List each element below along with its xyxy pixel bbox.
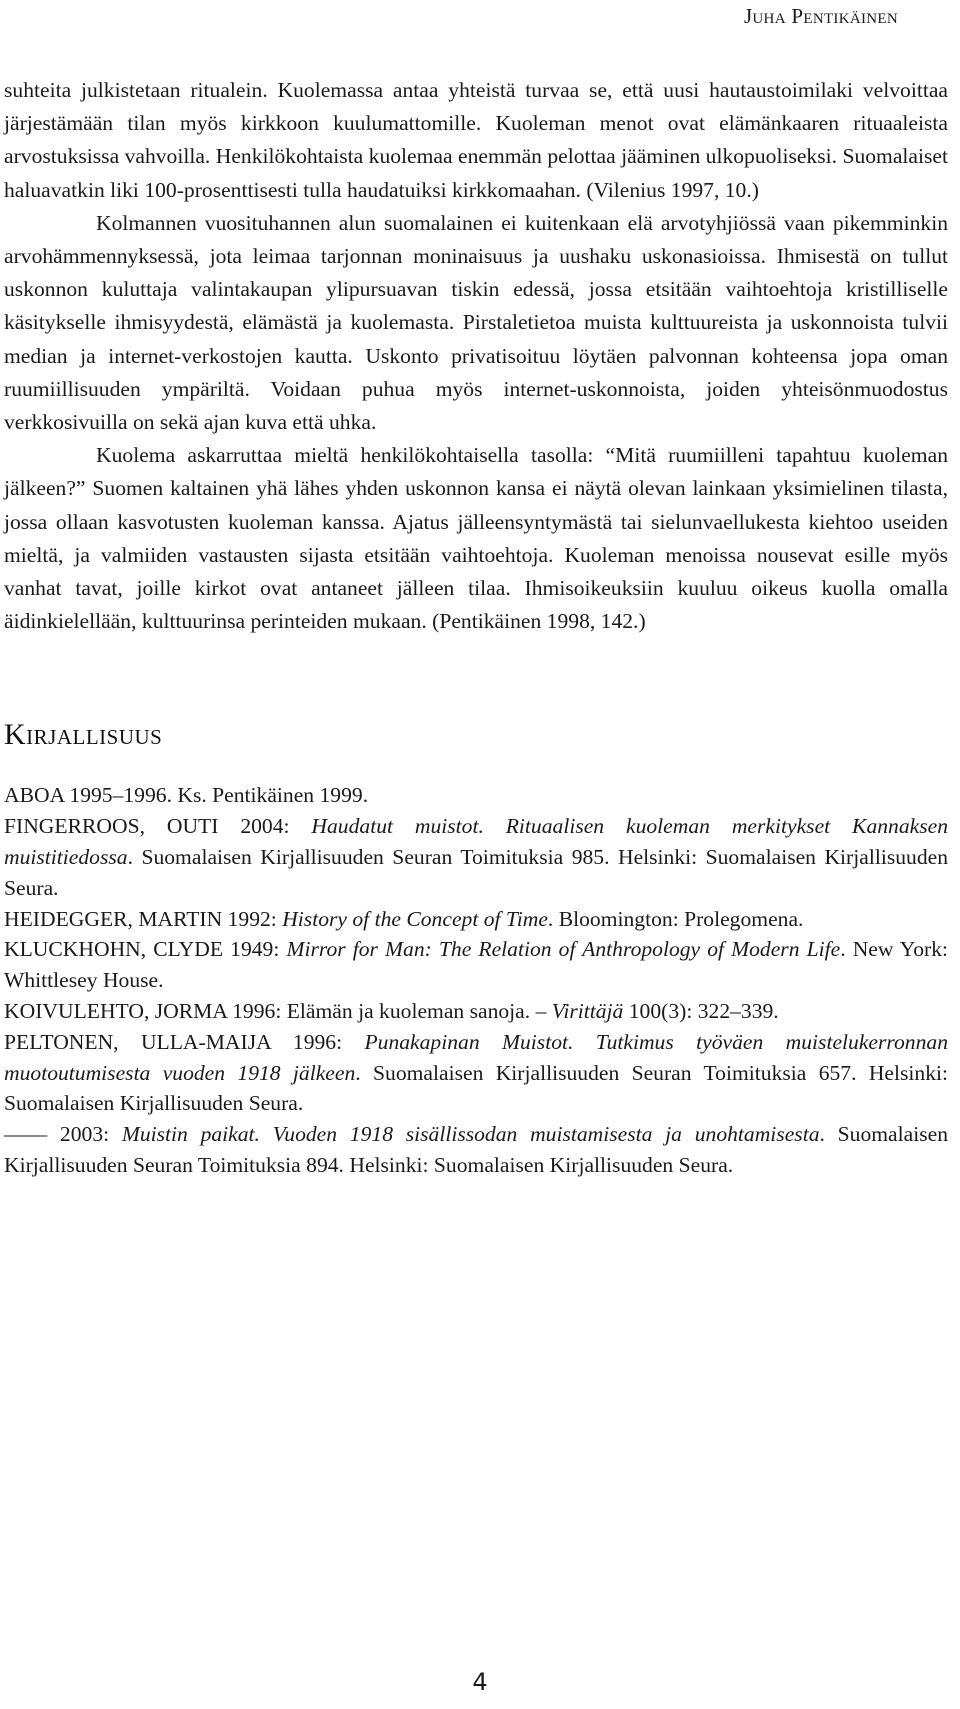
- paragraph: Kolmannen vuosituhannen alun suomalainen ei kuitenkaan elä arvotyhjiössä vaan pikemminkin arvohämmennyksessä, jota leimaa tarjonnan moninaisuus ja uushaku uskonasioissa. Ihmisestä on tullut uskonnon kuluttaja valintakaupan ylipursuavan tiskin edessä, jossa etsitään vaihtoehtoja kristilliselle käsitykselle ihmisyydestä, elämästä ja kuolemasta. Pirstaletietoa muista kulttuureista ja uskonnoista tulvii median ja internet-verkostojen kautta. Uskonto privatisoituu löytäen palvonnan kohteensa jopa oman ruumiillisuuden ympäriltä. Voidaan puhua myös internet-uskonnoista, joiden yhteisönmuodostus verkkosivuilla on sekä ajan kuva että uhka.: [4, 210, 948, 435]
- reference-entry: HEIDEGGER, MARTIN 1992: History of the Concept of Time. Bloomington: Prolegomena.: [4, 906, 804, 931]
- reference-title: Haudatut muistot. Rituaalisen kuoleman merkitykset Kannaksen muistitiedossa: [4, 814, 948, 870]
- reference-title: History of the Concept of Time: [282, 906, 548, 931]
- reference-list: [4, 780, 948, 1180]
- reference-entry: KOIVULEHTO, JORMA 1996: Elämän ja kuoleman sanoja. – Virittäjä 100(3): 322–339.: [4, 999, 779, 1024]
- author-name: Juha Pentikäinen: [743, 4, 898, 28]
- paragraph: Kuolema askarruttaa mieltä henkilökohtaisella tasolla: “Mitä ruumiilleni tapahtuu kuoleman jälkeen?” Suomen kaltainen yhä lähes yhden uskonnon kansa ei näytä olevan lainkaan yksimielinen tilasta, jossa ollaan kasvotusten kuoleman kanssa. Ajatus jälleensyntymästä tai sielunvaellukesta kiehtoo useiden mieltä, ja valmiiden vastausten sijasta etsitään vaihtoehtoja. Kuoleman menoissa nousevat esille myös vanhat tavat, joille kirkot ovat antaneet jälleen tilaa. Ihmisoikeuksiin kuuluu oikeus kuolla omalla äidinkielellään, kulttuurinsa perinteiden mukaan. (Pentikäinen 1998, 142.): [4, 443, 948, 634]
- reference-entry: —— 2003: Muistin paikat. Vuoden 1918 sisällissodan muistamisesta ja unohtamisesta. Suomalaisen Kirjallisuuden Seuran Toimituksia 894. Helsinki: Suomalaisen Kirjallisuuden Seura.: [4, 1122, 948, 1178]
- page-content: [4, 74, 948, 1181]
- reference-entry: ABOA 1995–1996. Ks. Pentikäinen 1999.: [4, 783, 369, 808]
- reference-entry: FINGERROOS, OUTI 2004: Haudatut muistot. Rituaalisen kuoleman merkitykset Kannaksen muistitiedossa. Suomalaisen Kirjallisuuden Seuran Toimituksia 985. Helsinki: Suomalaisen Kirjallisuuden Seura.: [4, 814, 948, 900]
- reference-entry: PELTONEN, ULLA-MAIJA 1996: Punakapinan Muistot. Tutkimus työväen muistelukerronnan muotoutumisesta vuoden 1918 jälkeen. Suomalaisen Kirjallisuuden Seuran Toimituksia 657. Helsinki: Suomalaisen Kirjallisuuden Seura.: [4, 1029, 948, 1116]
- reference-title: Mirror for Man: The Relation of Anthropology of Modern Life: [286, 937, 841, 962]
- reference-title: Virittäjä: [551, 999, 624, 1024]
- reference-title: Punakapinan Muistot. Tutkimus työväen muistelukerronnan muotoutumisesta vuoden 1918 jälkeen: [4, 1029, 948, 1085]
- page-number: 4: [472, 1668, 488, 1696]
- reference-title: Muistin paikat. Vuoden 1918 sisällissodan muistamisesta ja unohtamisesta: [121, 1122, 820, 1147]
- running-head-author: [744, 4, 898, 29]
- section-heading: Kirjallisuus: [4, 718, 163, 752]
- paragraph: suhteita julkistetaan ritualein. Kuolemassa antaa yhteistä turvaa se, että uusi hautaustoimilaki velvoittaa järjestämään tilan myös kirkkoon kuulumattomille. Kuoleman menot ovat elämänkaaren rituaaleista arvostuksissa vahvoilla. Henkilökohtaista kuolemaa enemmän pelottaa jääminen ulkopuoliseksi. Suomalaiset haluavatkin liki 100-prosenttisesti tulla haudatuiksi kirkkomaahan. (Vilenius 1997, 10.): [4, 78, 948, 202]
- reference-entry: KLUCKHOHN, CLYDE 1949: Mirror for Man: The Relation of Anthropology of Modern Life. New York: Whittlesey House.: [4, 937, 948, 993]
